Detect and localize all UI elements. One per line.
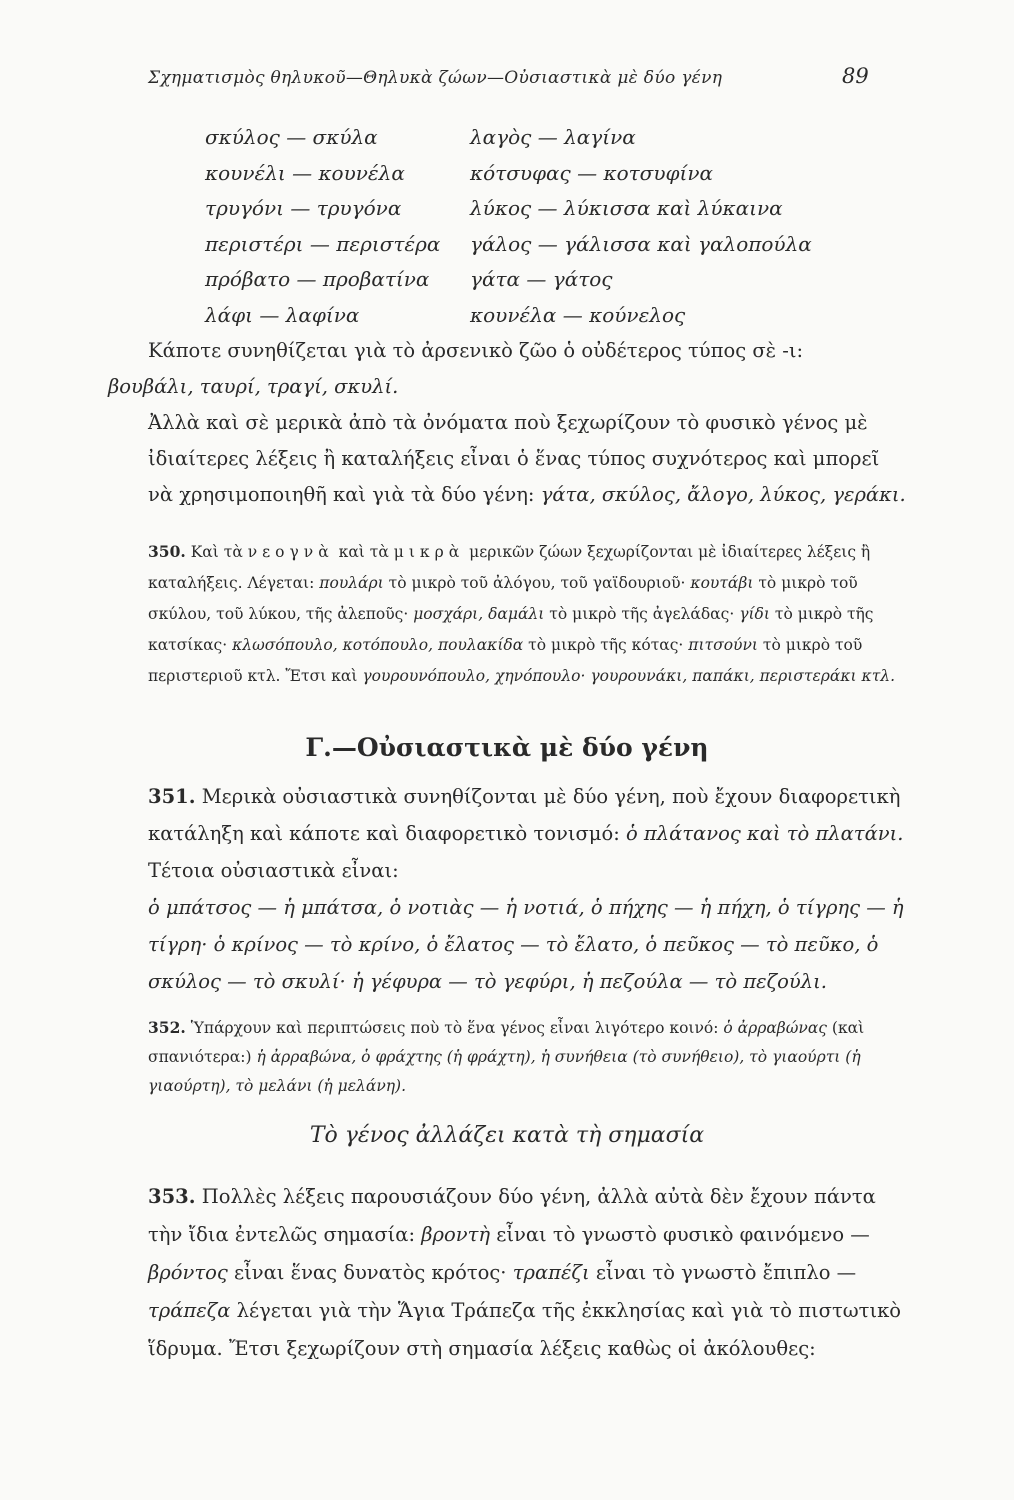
example-list: ἡ ἀρραβώνα, ὁ φράχτης (ἡ φράχτη), ἡ συνήθεια (τὸ συνήθειο), τὸ γιαούρτι (ἡ γιαούρτη), τὸ μελάνι (ἡ μελάνη). [148, 1048, 861, 1095]
word-pairs-left [205, 120, 440, 333]
word-pair: γάτα — γάτος [470, 267, 613, 291]
paragraph-number: 353. [148, 1185, 196, 1208]
paragraph-number: 350. [148, 542, 186, 561]
text: τὸ μικρὸ τῆς κατσίκας· [148, 605, 874, 654]
example-word: ὁ ἀρραβώνας [723, 1019, 827, 1037]
text: Πολλὲς λέξεις παρουσιάζουν δύο γένη, ἀλλὰ αὐτὰ δὲν ἔχουν πάντα τὴν ἴδια ἐντελῶς σημασία: [148, 1185, 876, 1246]
text: τὸ μικρὸ τῆς κότας· [528, 636, 684, 654]
text: τὸ μικρὸ τοῦ ἀλόγου, τοῦ γαϊδουριοῦ· [388, 574, 686, 592]
paragraph-number: 352. [148, 1018, 186, 1037]
text: Καὶ τὰ [190, 543, 243, 561]
example-word: βροντὴ [421, 1223, 491, 1246]
example-word: γίδι [739, 605, 770, 623]
text: τὸ μικρὸ τῆς ἀγελάδας· [549, 605, 735, 623]
text: Κάποτε συνηθίζεται γιὰ τὸ ἀρσενικὸ ζῶο ὁ οὐδέτερος τύπος σὲ -ι: [148, 339, 804, 362]
text: εἶναι τὸ γνωστὸ ἔπιπλο — [595, 1261, 857, 1284]
example-list: ὁ μπάτσος — ἡ μπάτσα, ὁ νοτιὰς — ἡ νοτιά, ὁ πήχης — ἡ πήχη, ὁ τίγρης — ἡ τίγρη· ὁ κρίνος — τὸ κρίνο, ὁ ἔλατος — τὸ ἔλατο, ὁ πεῦκος — τὸ πεῦκο, ὁ σκύλος — τὸ σκυλί· ἡ γέφυρα — τὸ γεφύρι, ἡ πεζούλα — τὸ πεζούλι. [148, 896, 904, 993]
text: λέγεται γιὰ τὴν Ἅγια Τράπεζα τῆς ἐκκλησίας καὶ γιὰ τὸ πιστωτικὸ ἵδρυμα. Ἔτσι ξεχωρίζουν στὴ σημασία λέξεις καθὼς οἱ ἀκόλουθες: [148, 1299, 902, 1360]
example-word: κλωσόπουλο, κοτόπουλο, πουλακίδα [232, 636, 524, 654]
text: Τέτοια οὐσιαστικὰ εἶναι: [148, 859, 399, 882]
spaced-text: νεογνὰ [247, 543, 334, 561]
examples: γάτα, σκύλος, ἄλογο, λύκος, γεράκι. [540, 483, 906, 506]
text: Ἀλλὰ καὶ σὲ μερικὰ ἀπὸ τὰ ὀνόματα ποὺ ξεχωρίζουν τὸ φυσικὸ γένος μὲ ἰδιαίτερες λέξεις ἢ καταλήξεις εἶναι ὁ ἕνας τύπος συχνότερος καὶ μπορεῖ νὰ χρησιμοποιηθῆ καὶ γιὰ τὰ δύο γένη: [148, 411, 880, 506]
example-word: βρόντος [148, 1261, 228, 1284]
text: τὸ μικρὸ τοῦ σκύλου, τοῦ λύκου, τῆς ἀλεποῦς· [148, 574, 858, 623]
text: (καὶ σπανιότερα:) [148, 1019, 865, 1066]
text: καὶ τὰ [338, 543, 389, 561]
text: Ὑπάρχουν καὶ περιπτώσεις ποὺ τὸ ἕνα γένος εἶναι λιγότερο κοινό: [190, 1019, 719, 1037]
paragraph-351 [108, 778, 908, 1000]
paragraph-number: 351. [148, 785, 196, 808]
word-pair: περιστέρι — περιστέρα [205, 231, 441, 256]
word-pair: κουνέλι — κουνέλα [205, 160, 405, 185]
example-word: γουρουνόπουλο, χηνόπουλο· γουρουνάκι, παπάκι, περιστεράκι κτλ. [362, 667, 896, 685]
example-word: τραπέζι [512, 1261, 590, 1284]
example-word: τράπεζα [148, 1299, 231, 1322]
text: εἶναι ἕνας δυνατὸς κρότος· [233, 1261, 507, 1284]
example-word: πουλάρι [319, 574, 384, 592]
text: εἶναι τὸ γνωστὸ φυσικὸ φαινόμενο — [496, 1223, 870, 1246]
word-pair: γάλος — γάλισσα καὶ γαλοπούλα [470, 231, 812, 256]
word-pair: πρόβατο — προβατίνα [205, 267, 430, 291]
subheading: Τὸ γένος ἀλλάζει κατὰ τὴ σημασία [309, 1123, 705, 1148]
word-pair: σκύλος — σκύλα [205, 125, 378, 149]
word-pair: τρυγόνι — τρυγόνα [205, 196, 402, 220]
example-word: κουτάβι [690, 574, 754, 592]
example-word: πιτσούνι [688, 636, 758, 654]
paragraph-masculine-neuter [108, 333, 908, 513]
text: τὸ μικρὸ τοῦ περιστεριοῦ κτλ. Ἔτσι καὶ [148, 636, 863, 685]
word-pair: κότσυφας — κοτσυφίνα [470, 160, 713, 185]
text: Μερικὰ οὐσιαστικὰ συνηθίζονται μὲ δύο γένη, ποὺ ἔχουν διαφορετικὴ κατάληξη καὶ κάποτε καὶ διαφορετικὸ τονισμό: [148, 785, 901, 845]
paragraph-352 [108, 1013, 908, 1101]
section-heading: Γ.—Οὐσιαστικὰ μὲ δύο γένη [305, 733, 709, 762]
spaced-text: μικρὰ [393, 543, 465, 561]
examples: βουβάλι, ταυρί, τραγί, σκυλί. [108, 375, 399, 398]
example-word: μοσχάρι, δαμάλι [413, 605, 545, 623]
word-pair: λύκος — λύκισσα καὶ λύκαινα [470, 196, 783, 220]
example-word: ὁ πλάτανος καὶ τὸ πλατάνι. [625, 822, 904, 845]
paragraph-350 [108, 536, 908, 692]
page-number: 89 [842, 64, 869, 88]
word-pair: λάφι — λαφίνα [205, 302, 360, 327]
word-pairs-right [470, 120, 812, 333]
word-pair: λαγὸς — λαγίνα [470, 125, 636, 149]
text: μερικῶν ζώων ξεχωρίζονται μὲ ἰδιαίτερες λέξεις ἢ καταλήξεις. Λέγεται: [148, 543, 871, 592]
word-pair: κουνέλα — κούνελος [470, 302, 686, 327]
running-header: Σχηματισμὸς θηλυκοῦ—Θηλυκὰ ζώων—Οὐσιαστικὰ μὲ δύο γένη [148, 68, 723, 88]
paragraph-353 [108, 1178, 908, 1368]
